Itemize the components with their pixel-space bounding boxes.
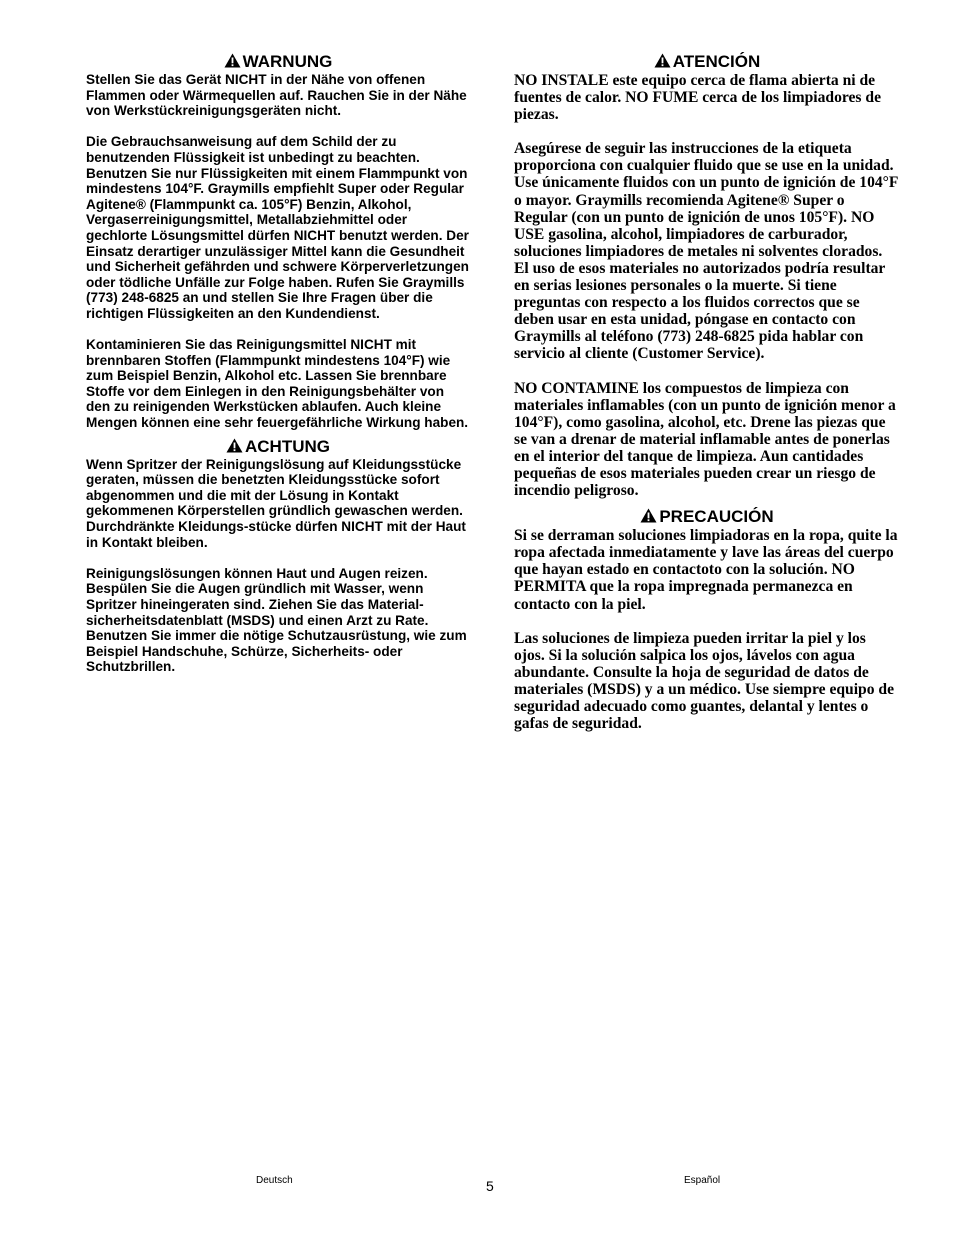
warnung-paragraph-2: Die Gebrauchsanweisung auf dem Schild der zu benutzenden Flüssigkeit ist unbedingt zu beachten. Benutzen Sie nur Flüssigkeiten mit einem Flammpunkt von mindestens 104°F. Graymills empfiehlt Super oder Regular Agitene® (Flammpunkt ca. 105°F) Benzin, Alkohol, Vergaserreinigungsmittel, Metallabziehmittel oder gechlorte Lösungsmittel dürfen NICHT benutzt werden. Der Einsatz derartiger unzulässiger Mittel kann die Gesundheit und Sicherheit gefährden und schwere Körperverletzungen oder tödliche Unfälle zur Folge haben. Rufen Sie Graymills (773) 248-6825 an und stellen Sie Ihre Fragen über die richtigen Flüssigkeiten an den Kundendienst. xyxy=(86,134,469,321)
warning-triangle-icon xyxy=(640,508,657,523)
atencion-paragraph-1: NO INSTALE este equipo cerca de flama abierta ni de fuentes de calor. NO FUME cerca de los limpiadores de piezas. xyxy=(514,72,881,124)
warnung-heading xyxy=(86,52,470,71)
precaucion-heading xyxy=(514,507,900,526)
precaucion-paragraph-1: Si se derraman soluciones limpiadoras en la ropa, quite la ropa afectada inmediatamente y lave las áreas del cuerpo que hayan estado en contactoto con la solución. NO PERMITA que la ropa impregnada permanezca en contacto con la piel. xyxy=(514,527,898,613)
precaucion-section xyxy=(514,507,900,732)
atencion-section xyxy=(514,52,900,499)
achtung-heading xyxy=(86,437,470,456)
achtung-section xyxy=(86,437,470,675)
precaucion-title: PRECAUCIÓN xyxy=(659,507,774,527)
spanish-column xyxy=(514,52,900,732)
atencion-heading xyxy=(514,52,900,71)
footer-language-left: Deutsch xyxy=(256,1175,293,1186)
precaucion-paragraph-2: Las soluciones de limpieza pueden irritar la piel y los ojos. Si la solución salpica los ojos, lávelos con agua abundante. Consulte la hoja de seguridad de datos de materiales (MSDS) y a un médico. Use siempre equipo de seguridad adecuado como guantes, delantal y lentes o gafas de seguridad. xyxy=(514,629,894,733)
warnung-title: WARNUNG xyxy=(242,52,333,71)
atencion-paragraph-2: Asegúrese de seguir las instrucciones de la etiqueta proporciona con cualquier fluido que se use en la unidad. Use únicamente fluidos con un punto de ignición de 104°F o mayor. Graymills recomienda Agitene® Super o Regular (con un punto de ignición de unos 105°F). NO USE gasolina, alcohol, limpiadores de carburador, soluciones limpiadores de metales ni solventes clorados. El uso de esos materiales no autorizados podría resultar en serias lesiones personales o la muerte. Si tiene preguntas con respecto a los fluidos correctos que se deben usar en esta unidad, póngase en contacto con Graymills al teléfono (773) 248-6825 pida hablar con servicio al cliente (Customer Service). xyxy=(514,140,898,363)
german-column xyxy=(86,52,470,675)
warning-triangle-icon xyxy=(654,53,671,68)
achtung-paragraph-1: Wenn Spritzer der Reinigungslösung auf Kleidungsstücke geraten, müssen die benetzten Kleidungsstücke sofort abgenommen und die mit der Lösung in Kontakt gekommenen Körperstellen gründlich gewaschen werden. Durchdränkte Kleidungs-stücke dürfen NICHT mit der Haut in Kontakt bleiben. xyxy=(86,456,466,550)
warnung-paragraph-3: Kontaminieren Sie das Reinigungsmittel NICHT mit brennbaren Stoffen (Flammpunkt mindestens 104°F) wie zum Beispiel Benzin, Alkohol etc. Lassen Sie brennbare Stoffe vor dem Einlegen in den Reinigungsbehälter von den zu reinigenden Werkstücken ablaufen. Auch kleine Mengen können eine sehr feuergefährliche Wirkung haben. xyxy=(86,337,469,431)
atencion-title: ATENCIÓN xyxy=(672,52,761,71)
footer-language-right: Español xyxy=(684,1175,721,1186)
page-number: 5 xyxy=(486,1178,494,1194)
achtung-paragraph-2: Reinigungslösungen können Haut und Augen reizen. Bespülen Sie die Augen gründlich mit Wasser, wenn Spritzer hineingeraten sind. Ziehen Sie das Material-sicherheitsdatenblatt (MSDS) und einen Arzt zu Rate. Benutzen Sie immer die nötige Schutzausrüstung, wie zum Beispiel Handschuhe, Schürze, Sicherheits- oder Schutzbrillen. xyxy=(86,565,467,675)
warning-triangle-icon xyxy=(226,438,243,453)
atencion-paragraph-3: NO CONTAMINE los compuestos de limpieza con materiales inflamables (con un punto de ignición menor a 104°F), como gasolina, alcohol, etc. Drene las piezas que se van a drenar de material inflamable antes de ponerlas en el interior del tanque de limpieza. Aun cantidades pequeñas de esos materiales pueden crear un riesgo de incendio peligroso. xyxy=(514,379,896,500)
achtung-title: ACHTUNG xyxy=(245,436,330,456)
warning-triangle-icon xyxy=(224,53,241,68)
warnung-paragraph-1: Stellen Sie das Gerät NICHT in der Nähe von offenen Flammen oder Wärmequellen auf. Rauchen Sie in der Nähe von Werkstückreinigungsgeräten nicht. xyxy=(86,72,467,119)
warnung-section xyxy=(86,52,470,431)
